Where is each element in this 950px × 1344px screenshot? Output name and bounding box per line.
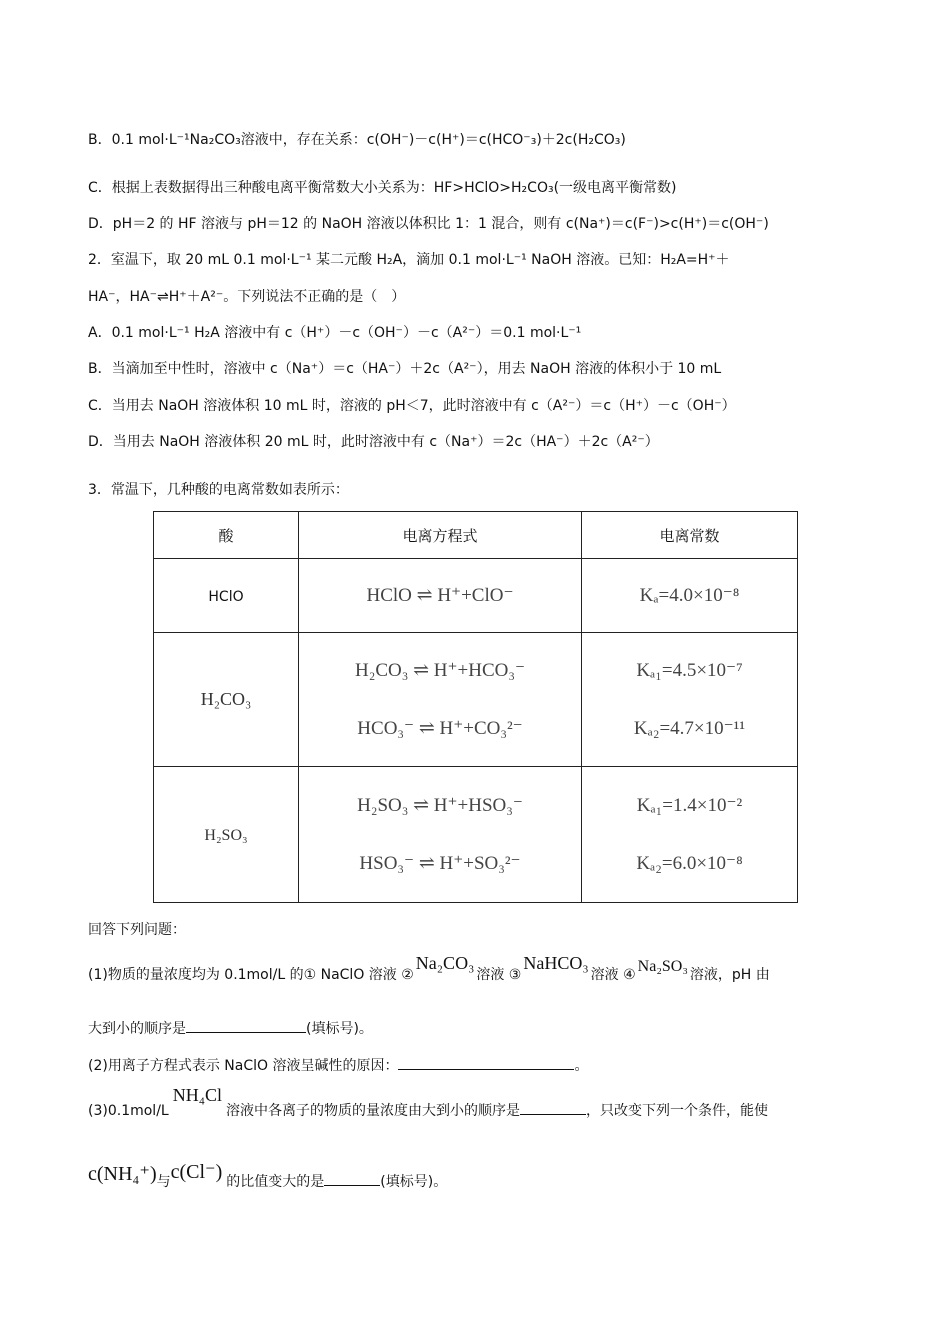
answer-blank-4[interactable] [324,1171,380,1186]
question-2-stem-line-1: 2．室温下，取 20 mL 0.1 mol·L⁻¹ 某二元酸 H₂A，滴加 0.1 mol·L⁻¹ NaOH 溶液。已知：H₂A=H⁺＋ [88,252,730,268]
text: (填标号)。 [380,1174,448,1190]
text: (2)用离子方程式表示 NaClO 溶液呈碱性的原因： [88,1058,399,1074]
option-c-line: C．根据上表数据得出三种酸电离平衡常数大小关系为：HF>HClO>H₂CO₃(一级电离平衡常数) [88,180,677,196]
option-d-line: D．pH＝2 的 HF 溶液与 pH＝12 的 NaOH 溶液以体积比 1：1 混合，则有 c(Na⁺)＝c(F⁻)>c(H⁺)＝c(OH⁻) [88,216,769,232]
table-row [154,767,798,903]
expression-c-cl: c(Cl⁻) [170,1161,223,1183]
acid-cell [154,633,299,767]
formula-nh4cl: NH₄Cl [172,1085,222,1105]
equation: H₂CO₃ ⇌ H⁺+HCO₃⁻ [354,659,526,681]
acid-name: H₂SO₃ [204,826,248,844]
table-header-row [154,512,798,559]
formula-na2so3: Na₂SO₃ [637,958,688,975]
text: (1)物质的量浓度均为 0.1mol/L 的① NaClO 溶液 ② [88,967,414,983]
text: ，只改变下列一个条件，能使 [586,1103,768,1119]
acid-name: H₂CO₃ [200,689,252,709]
option-b-line: B．0.1 mol·L⁻¹Na₂CO₃溶液中，存在关系：c(OH⁻)－c(H⁺)＝c(HCO⁻₃)＋2c(H₂CO₃) [88,132,626,148]
text: (3)0.1mol/L [88,1103,169,1119]
answer-blank-3[interactable] [520,1100,586,1115]
formula-nahco3: NaHCO₃ [523,953,589,973]
constant-cell [582,633,798,767]
question-2-stem-line-2: HA⁻，HA⁻⇌H⁺＋A²⁻。下列说法不正确的是（ ） [88,289,406,305]
question-2-option-a: A．0.1 mol·L⁻¹ H₂A 溶液中有 c（H⁺）－c（OH⁻）－c（A²⁻）＝0.1 mol·L⁻¹ [88,325,582,341]
acid-cell [154,559,299,633]
table-row [154,559,798,633]
sub-question-1-line-1 [88,953,870,990]
equation-cell [299,559,582,633]
table-row [154,633,798,767]
constant: Kₐ₁=1.4×10⁻² [636,794,743,816]
expression-c-nh4: c(NH₄⁺) [88,1163,157,1185]
text: (填标号)。 [306,1021,373,1037]
acid-cell [154,767,299,903]
sub-question-3-line-1 [88,1085,870,1128]
header-constant: 电离常数 [582,512,798,559]
text: 。 [574,1058,589,1074]
text: 的比值变大的是 [226,1174,325,1190]
constant: Kₐ₁=4.5×10⁻⁷ [636,659,743,681]
constant-cell [582,559,798,633]
constant-cell [582,767,798,903]
constant: Kₐ₂=4.7×10⁻¹¹ [633,717,746,739]
text: 溶液 ④ [590,967,636,983]
sub-question-1-line-2 [88,1018,870,1039]
sub-question-3-line-2 [88,1162,870,1200]
answer-blank-2[interactable] [398,1055,574,1070]
ionization-constant-table [153,511,798,903]
text: 溶液 ③ [476,967,522,983]
header-acid: 酸 [154,512,299,559]
text: 溶液，pH 由 [689,967,770,983]
equation: HClO ⇌ H⁺+ClO⁻ [366,584,514,606]
question-2-option-b: B．当滴加至中性时，溶液中 c（Na⁺）＝c（HA⁻）＋2c（A²⁻），用去 NaOH 溶液的体积小于 10 mL [88,361,722,377]
equation: HCO₃⁻ ⇌ H⁺+CO₃²⁻ [357,717,523,739]
answer-intro: 回答下列问题： [88,922,186,938]
text: 大到小的顺序是 [88,1021,186,1037]
equation-cell [299,633,582,767]
constant: Kₐ=4.0×10⁻⁸ [639,584,740,606]
formula-na2co3: Na₂CO₃ [415,953,475,973]
acid-name: HClO [208,589,244,605]
text: 溶液中各离子的物质的量浓度由大到小的顺序是 [226,1103,520,1119]
question-2-option-c: C．当用去 NaOH 溶液体积 10 mL 时，溶液的 pH＜7，此时溶液中有 c（A²⁻）＝c（H⁺）－c（OH⁻） [88,398,736,414]
equation: HSO₃⁻ ⇌ H⁺+SO₃²⁻ [359,852,521,874]
question-3-stem: 3．常温下，几种酸的电离常数如表所示： [88,482,349,498]
question-2-option-d: D．当用去 NaOH 溶液体积 20 mL 时，此时溶液中有 c（Na⁺）＝2c（HA⁻）＋2c（A²⁻） [88,434,659,450]
constant: Kₐ₂=6.0×10⁻⁸ [636,852,743,874]
equation-cell [299,767,582,903]
sub-question-2-line [88,1055,870,1076]
header-equation: 电离方程式 [299,512,582,559]
equation: H₂SO₃ ⇌ H⁺+HSO₃⁻ [357,794,523,816]
text: 与 [156,1174,171,1190]
answer-blank-1[interactable] [186,1018,306,1033]
